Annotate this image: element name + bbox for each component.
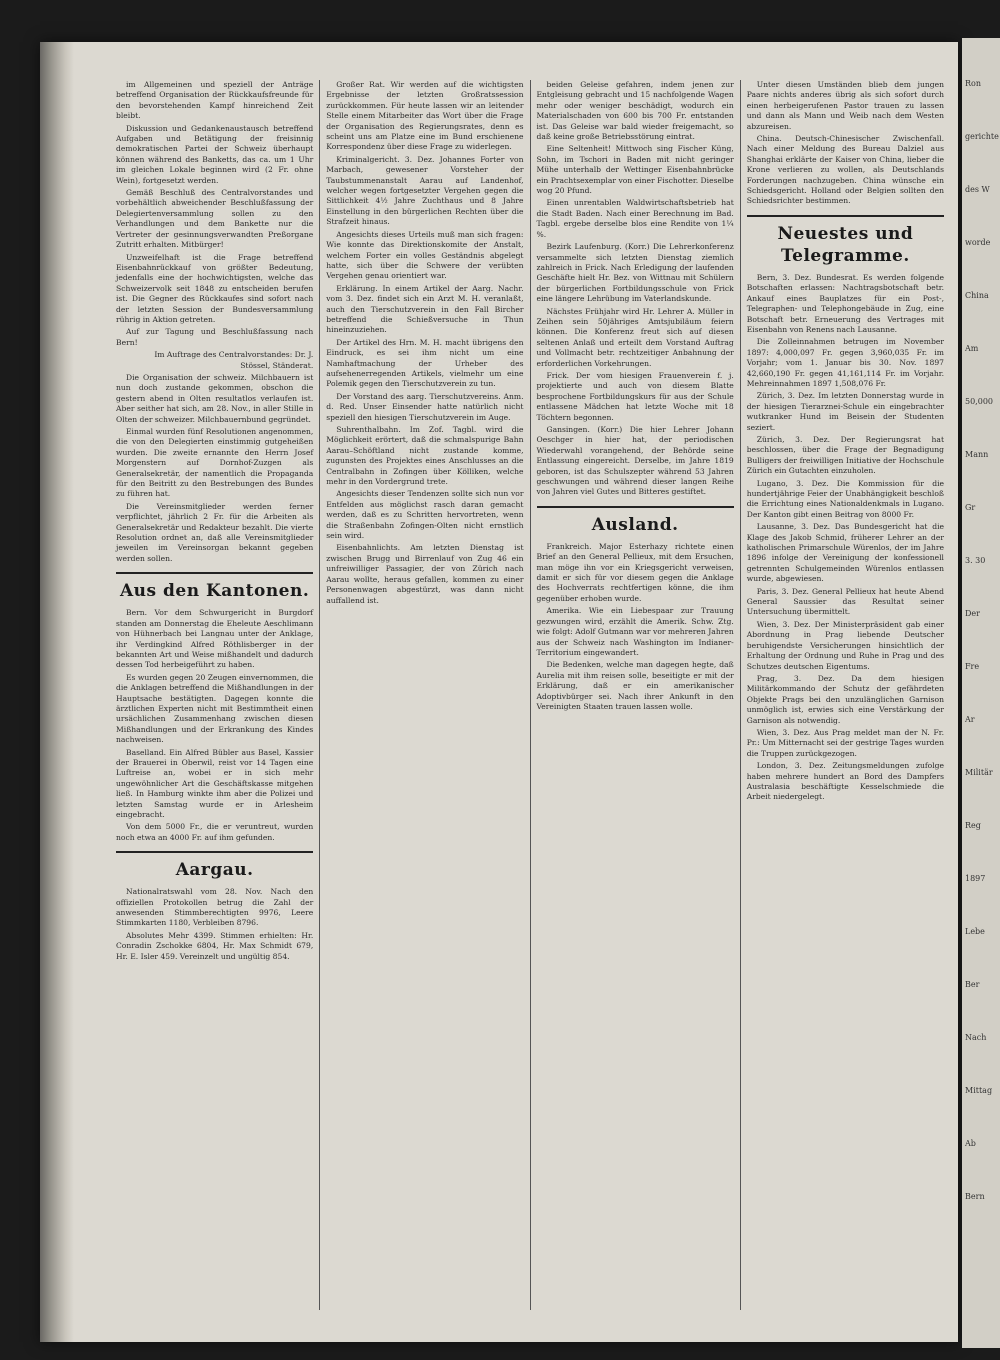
paragraph: Gansingen. (Korr.) Die hier Lehrer Johann Oeschger in hier hat, der periodischen Wiederwahl vorangehend, der Behörde seine Entlassung eingereicht. Derselbe, im Jahre 1819 geboren, ist das Schulszepter während 53 Jahren geschwungen und während dieser langen Reihe von Jahren viel Gutes und Bitteres gestiftet. (536, 425, 734, 497)
next-page-fragment: gerichte (965, 132, 999, 141)
paragraph: Gemäß Beschluß des Centralvorstandes und vorbehältlich abweichender Beschlußfassung der Delegiertenversammlung sollen zu den Verhandlungen und dem Bankette nur die Vertreter der gesinnungsverwandten Preßorgane Zutritt erhalten. Mitbürger! (116, 188, 314, 250)
paragraph: Paris, 3. Dez. General Pellieux hat heute Abend General Saussier das Resultat seiner Untersuchung übermittelt. (746, 586, 944, 617)
paragraph: Die Vereinsmitglieder werden ferner verpflichtet, jährlich 2 Fr. für die Arbeiten als Generalsekretär und Redakteur bezahlt. Die vierte Resolution ordnet an, daß alle Vereinsmitglieder jeweilen im Vereinsorgan bekannt gegeben werden sollen. (116, 501, 314, 563)
paragraph: Bern, 3. Dez. Bundesrat. Es werden folgende Botschaften erlassen: Nachtragsbotschaft betr. Ankauf eines Bauplatzes für ein Post-, Telegraphen- und Telephongebäude in Zug, eine Botschaft betr. Erneuerung des Vertrages mit Eisenbahn von Renens nach Lausanne. (746, 272, 944, 334)
paragraph: Zürich, 3. Dez. Der Regierungsrat hat beschlossen, über die Frage der Begnadigung Bulligers der freiwilligen Initiative der Hochschule Zürich ein Gutachten einzuholen. (746, 434, 944, 476)
section-title-aargau: Aargau. (116, 851, 313, 881)
next-page-fragment: Nach (965, 1033, 987, 1042)
paragraph: China. Deutsch-Chinesischer Zwischenfall. Nach einer Meldung des Bureau Dalziel aus Shanghai erklärte der Kaiser von China, lieber die Krone verlieren zu wollen, als Deutschlands Forderungen nachzugeben. China wünsche ein Schiedsgericht. Holland oder Belgien sollten den Schiedsrichter bestimmen. (746, 134, 944, 206)
paragraph: Der Vorstand des aarg. Tierschutzvereins. Anm. d. Red. Unser Einsender hatte natürlich nicht speziell den hiesigen Tierschutzverein im Auge. (326, 391, 524, 422)
paragraph: Einen unrentablen Waldwirtschaftsbetrieb hat die Stadt Baden. Nach einer Berechnung im Bad. Tagbl. ergebe derselbe blos eine Rendite von 1¼ %. (536, 198, 734, 239)
paragraph: Absolutes Mehr 4399. Stimmen erhielten: Hr. Conradin Zschokke 6804, Hr. Max Schmidt 679, Hr. E. Isler 459. Vereinzelt und ungültig 854. (116, 930, 314, 961)
next-page-fragment: Gr (965, 503, 976, 512)
paragraph: Unzweifelhaft ist die Frage betreffend Eisenbahnrückkauf von größter Bedeutung, jedenfalls eine der hochwichtigsten, welche das Schweizervolk seit 1848 zu entscheiden berufen ist. Die Gegner des Rückkaufes sind sofort nach der letzten Session der Bundesversammlung rührig in Aktion getreten. (116, 252, 314, 324)
paragraph: Lausanne, 3. Dez. Das Bundesgericht hat die Klage des Jakob Schmid, früherer Lehrer an der katholischen Primarschule Würenlos, der im Jahre 1896 infolge der Vereinigung der konfessionell getrennten Schulgemeinden Würenlos entlassen wurde, abgewiesen. (746, 522, 944, 584)
paragraph: Frankreich. Major Esterhazy richtete einen Brief an den General Pellieux, mit dem Ersuchen, man möge ihn vor ein Kriegsgericht verweisen, damit er sich für vor diesem gegen die Anklage des Hochverrats rechtfertigen könne, die ihm gegenüber erhoben wurde. (536, 541, 734, 603)
paragraph: Unter diesen Umständen blieb dem jungen Paare nichts anderes übrig als sich sofort durch einen herbeigerufenen Pastor trauen zu lassen und dann als Mann und Weib nach dem Westen abzureisen. (746, 80, 944, 131)
next-page-fragment: Militär (965, 768, 993, 777)
next-page-fragment: Reg (965, 821, 981, 830)
section-title-ausland: Ausland. (537, 506, 734, 536)
columns (110, 80, 950, 1310)
signature: Im Auftrage des Centralvorstandes: Dr. J. Stössel, Ständerat. (154, 350, 314, 370)
paragraph: Erklärung. In einem Artikel der Aarg. Nachr. vom 3. Dez. findet sich ein Arzt M. H. veranlaßt, auch den Tierschutzverein in den Fall Bircher betreffend die Schießversuche in Thun hineinzuziehen. (326, 283, 524, 335)
newspaper-page (40, 42, 958, 1342)
paragraph: Auf zur Tagung und Beschlußfassung nach Bern! (116, 327, 314, 347)
next-page-fragment: Fre (965, 662, 980, 671)
paragraph: Von dem 5000 Fr., die er veruntreut, wurden noch etwa an 4000 Fr. auf ihm gefunden. (116, 822, 314, 842)
next-page-edge (962, 38, 1000, 1348)
paragraph: Zürich, 3. Dez. Im letzten Donnerstag wurde in der hiesigen Tierarznei-Schule ein eingebrachter wutkranker Hund im Beisein der Studenten seziert. (746, 391, 944, 432)
paragraph: Eisenbahnlichts. Am letzten Dienstag ist zwischen Brugg und Birrenlauf von Zug 46 ein unfreiwilliger Passagier, der von Zürich nach Aarau wollte, heraus gefallen, kommen zu einer Personenwagen abgestürzt, was dann nicht auffallend ist. (326, 543, 524, 605)
paragraph: Kriminalgericht. 3. Dez. Johannes Forter von Marbach, gewesener Vorsteher der Taubstummenanstalt Aarau auf Landenhof, welcher wegen fortgesetzter Vergehen gegen die Sittlichkeit 4½ Jahre Zuchthaus und 8 Jahre Einstellung in den bürgerlichen Rechten über die Strafzeit hinaus. (326, 154, 524, 227)
paragraph: beiden Geleise gefahren, indem jenen zur Entgleisung gebracht und 15 nachfolgende Wagen mehr oder weniger beschädigt, wodurch ein Materialschaden von 600 bis 700 Fr. entstanden ist. Das Geleise war bald wieder freigemacht, so daß keine große Betriebsstörung eintrat. (536, 80, 734, 142)
paragraph: Prag, 3. Dez. Da dem hiesigen Militärkommando der Schutz der gefährdeten Objekte Prags bei den unzulänglichen Garnison unmöglich ist, erwies sich eine Verstärkung der Garnison als notwendig. (746, 673, 944, 725)
paragraph: Suhrenthalbahn. Im Zof. Tagbl. wird die Möglichkeit erörtert, daß die schmalspurige Bahn Aarau–Schöftland nicht zustande komme, zugunsten des Projektes eines Anschlusses an die Centralbahn in Zofingen über Kölliken, welche mehr in den Vordergrund trete. (326, 425, 524, 487)
paragraph: Großer Rat. Wir werden auf die wichtigsten Ergebnisse der letzten Großratssession zurückkommen. Für heute lassen wir an leitender Stelle einem Mitarbeiter das Wort über die Frage der Organisation des Regierungsrates, denn es scheint uns am Platze eine im Bund erschienene Korrespondenz über diese Frage zu widerlegen. (326, 80, 524, 152)
next-page-fragment: Ron (965, 79, 981, 88)
next-page-fragment: Mann (965, 450, 989, 459)
next-page-fragment: Ar (965, 715, 975, 724)
section-title-kantonen: Aus den Kantonen. (116, 572, 313, 602)
paragraph: London, 3. Dez. Zeitungsmeldungen zufolge haben mehrere hundert an Bord des Dampfers Australasia beschäftigte Kesselschmiede die Arbeit niedergelegt. (746, 761, 944, 802)
paragraph: Wien, 3. Dez. Der Ministerpräsident gab einer Abordnung in Prag liebende Deutscher beruhigendste Versicherungen hinsichtlich der Erhaltung der Ordnung und Ruhe in Prag und des Schutzes deutschen Eigentums. (746, 619, 944, 671)
column-1 (110, 80, 320, 1310)
next-page-fragment: Lebe (965, 927, 985, 936)
next-page-fragment: 50,000 (965, 397, 993, 406)
paragraph: Frick. Der vom hiesigen Frauenverein f. j. projektierte und auch von diesem Blatte besprochene Fortbildungskurs für aus der Schule entlassene Mädchen hat letzte Woche mit 18 Töchtern begonnen. (536, 370, 734, 422)
column-2 (320, 80, 530, 1310)
paragraph: Eine Seltenheit! Mittwoch sing Fischer Küng, Sohn, im Tschori in Baden mit nicht geringer Mühe unterhalb der Wettinger Eisenbahnbrücke ein Prachtsexemplar von einer Fischotter. Dieselbe wog 20 Pfund. (536, 144, 734, 196)
paragraph: Lugano, 3. Dez. Die Kommission für die hundertjährige Feier der Unabhängigkeit beschloß die Errichtung eines Nationaldenkmals in Lugano. Der Kanton gibt einen Beitrag von 8000 Fr. (746, 478, 944, 519)
paragraph: Die Organisation der schweiz. Milchbauern ist nun doch zustande gekommen, obschon die gestern abend in Olten resultatlos verlaufen ist. Aber seither hat sich, am 28. Nov., in aller Stille in Olten der schweizer. Milchbauernbund gegründet. (116, 372, 314, 424)
next-page-fragment: Der (965, 609, 980, 618)
next-page-fragment: Ab (965, 1139, 976, 1148)
paragraph: Angesichts dieses Urteils muß man sich fragen: Wie konnte das Direktionskomite der Anstalt, welchem Forter ein volles Geständnis abgelegt hatte, sich über die Schwere der verübten Vergehen genau orientiert war. (326, 229, 524, 281)
paragraph: Amerika. Wie ein Liebespaar zur Trauung gezwungen wird, erzählt die Amerik. Schw. Ztg. wie folgt: Adolf Gutmann war vor mehreren Jahren aus der Schweiz nach Washington im Indianer-Territorium eingewandert. (536, 606, 734, 657)
paragraph: Angesichts dieser Tendenzen sollte sich nun vor Entfelden aus möglichst rasch daran gemacht werden, daß es zu Schritten hervortreten, wenn die Straßenbahn Zofingen-Olten nicht ernstlich sein wird. (326, 489, 524, 541)
paragraph: Nationalratswahl vom 28. Nov. Nach den offiziellen Protokollen betrug die Zahl der anwesenden Stimmberechtigten 9976, Leere Stimmkarten 1180, Verbleiben 8796. (116, 887, 314, 928)
paragraph: Es wurden gegen 20 Zeugen einvernommen, die die Anklagen betreffend die Mißhandlungen in der Hauptsache bestätigten. Dagegen konnte die ärztlichen Experten nicht mit Bestimmtheit einen ursächlichen Zusammenhang zwischen diesen Mißhandlungen und der Erkrankung des Kindes nachweisen. (116, 672, 314, 745)
next-page-fragment: Ber (965, 980, 980, 989)
next-page-fragment: des W (965, 185, 990, 194)
next-page-fragment: China (965, 291, 989, 300)
paragraph: Diskussion und Gedankenaustausch betreffend Aufgaben und Betätigung der freisinnig demokratischen Partei der Schweiz überhaupt können während des Banketts, das ca. um 1 Uhr im gleichen Lokale beginnen wird (2 Fr. ohne Wein), fortgesetzt werden. (116, 123, 314, 185)
column-3 (531, 80, 741, 1310)
next-page-fragment: Mittag (965, 1086, 993, 1095)
paragraph: Nächstes Frühjahr wird Hr. Lehrer A. Müller in Zeihen sein 50jähriges Amtsjubiläum feiern können. Die Konferenz freut sich auf diesen seltenen Anlaß und erteilt dem Vorstand Auftrag und Vollmacht betr. rechtzeitiger Anbahnung der erforderlichen Vorkehrungen. (536, 306, 734, 368)
next-page-fragment: Bern (965, 1192, 985, 1201)
page-spine (40, 42, 74, 1342)
next-page-fragment: 1897 (965, 874, 986, 883)
paragraph: Baselland. Ein Alfred Bübler aus Basel, Kassier der Brauerei in Oberwil, reist vor 14 Tagen eine Luftreise an, wobei er in sich mehr ungewöhnlicher Art die Geschäftskasse mitgehen ließ. In Hamburg winkte ihm aber die Polizei und letzten Samstag wurde er in Arlesheim eingebracht. (116, 747, 314, 819)
next-page-fragment: 3. 30 (965, 556, 986, 565)
paragraph: Die Zolleinnahmen betrugen im November 1897: 4,000,097 Fr. gegen 3,960,035 Fr. im Vorjahr; vom 1. Januar bis 30. Nov. 1897 42,660,190 Fr. gegen 41,161,114 Fr. im Vorjahr. Mehreinnahmen 1897 1,508,076 Fr. (746, 337, 944, 388)
paragraph: Der Artikel des Hrn. M. H. macht übrigens den Eindruck, es sei ihm nicht um eine Namhaftmachung der Urheber des aufsehenerregenden Artikels, vielmehr um eine Polemik gegen den Tierschutzverein zu tun. (326, 337, 524, 389)
paragraph: Bezirk Laufenburg. (Korr.) Die Lehrerkonferenz versammelte sich letzten Dienstag ziemlich zahlreich in Frick. Nach Erledigung der laufenden Geschäfte hielt Hr. Bez. von Wittnau mit Schülern der bürgerlichen Fortbildungsschule von Frick eine längere Lehrübung im Vaterlandskunde. (536, 242, 734, 304)
next-page-fragment: Am (965, 344, 979, 353)
next-page-fragment: worde (965, 238, 991, 247)
paragraph: Die Bedenken, welche man dagegen hegte, daß Aurelia mit ihm reisen solle, beseitigte er mit der Erklärung, daß er ein amerikanischer Adoptivbürger sei. Nach ihrer Ankunft in den Vereinigten Staaten trauen lassen wolle. (536, 660, 734, 711)
paragraph: im Allgemeinen und speziell der Anträge betreffend Organisation der Rückkaufsfreunde für den bevorstehenden Kampf hinreichend Zeit bleibt. (116, 80, 314, 121)
paragraph: Einmal wurden fünf Resolutionen angenommen, die von den Delegierten einstimmig gutgeheißen wurden. Die zweite ernannte den Herrn Josef Morgenstern auf Dornhof-Zuzgen als Generalsekretär, der namentlich die Propaganda für den Beitritt zu den Bestrebungen des Bundes zu führen hat. (116, 427, 314, 499)
paragraph: Wien, 3. Dez. Aus Prag meldet man der N. Fr. Pr.: Um Mitternacht sei der gestrige Tages wurden die Truppen zurückgezogen. (746, 727, 944, 758)
paragraph: Bern. Vor dem Schwurgericht in Burgdorf standen am Donnerstag die Eheleute Aeschlimann von Hühnerbach bei Langnau unter der Anklage, ihr Verdingkind Alfred Röthlisberger in der bekannten Art und Weise mißhandelt und dadurch dessen Tod herbeigeführt zu haben. (116, 608, 314, 670)
section-title-telegramme: Neuestes und Telegramme. (747, 215, 944, 267)
column-4 (741, 80, 950, 1310)
